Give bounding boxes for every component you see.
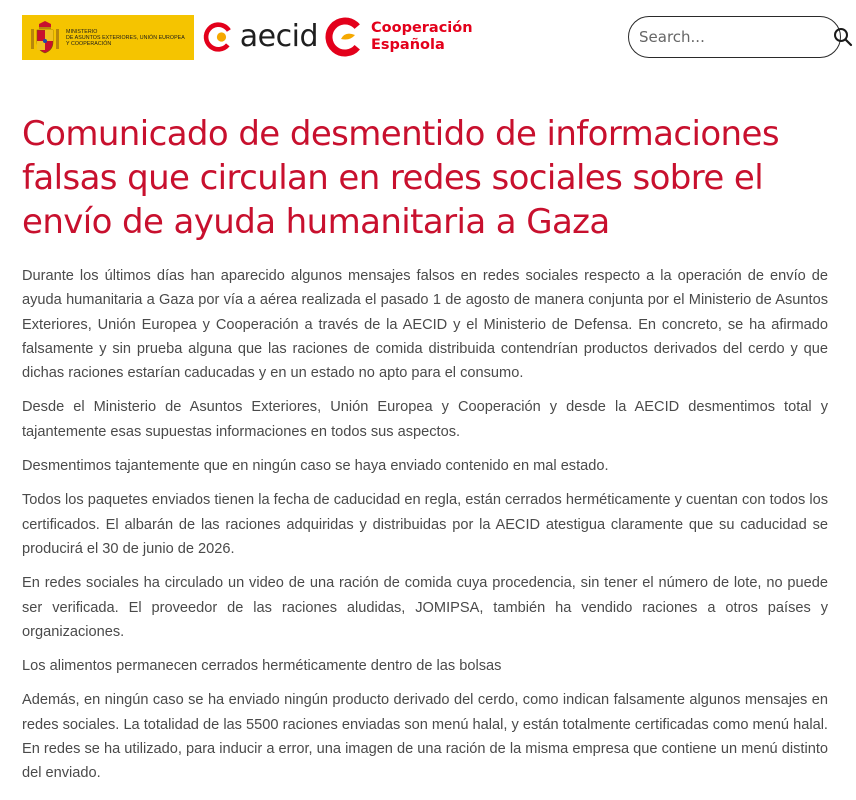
paragraph-2: Desde el Ministerio de Asuntos Exteriores, Unión Europea y Cooperación y desde la AECID desmentimos total y tajantemente esas supuestas informaciones en todos sus aspectos. bbox=[22, 399, 828, 440]
search-button[interactable] bbox=[833, 25, 853, 49]
ministerio-logo[interactable] bbox=[22, 15, 194, 60]
ministerio-name bbox=[66, 29, 191, 47]
paragraph-1: Durante los últimos días han aparecido algunos mensajes falsos en redes sociales respecto a la operación de envío de ayuda humanitaria a Gaza por vía a aérea realizada el pasado 1 de agosto de manera conjunta por el Ministerio de Asuntos Exteriores, Unión Europea y Cooperación a través de la AECID y el Ministerio de Defensa. En concreto, se ha afirmado falsamente y sin prueba alguna que las raciones de comida distribuida contendrían productos derivados del cerdo y que dichas raciones estarían caducadas y en un estado no apto para el consumo. bbox=[22, 268, 828, 382]
cooperacion-wordmark bbox=[371, 20, 473, 54]
aecid-mark-icon bbox=[203, 17, 234, 57]
search-box bbox=[628, 16, 841, 58]
aecid-logo[interactable] bbox=[203, 14, 318, 60]
search-input[interactable] bbox=[639, 22, 833, 52]
coat-of-arms-icon bbox=[30, 20, 60, 56]
ministerio-line-3: Y COOPERACIÓN bbox=[66, 40, 112, 47]
article bbox=[22, 112, 828, 796]
ministerio-line-1: MINISTERIO bbox=[66, 28, 98, 35]
paragraph-3: Desmentimos tajantemente que en ningún caso se haya enviado contenido en mal estado. bbox=[22, 458, 609, 475]
cooperacion-line-1: Cooperación bbox=[371, 20, 473, 36]
site-header bbox=[0, 0, 856, 80]
page-title: Comunicado de desmentido de informaciones falsas que circulan en redes sociales sobre el envío de ayuda humanitaria a Gaza bbox=[22, 114, 779, 242]
search-icon bbox=[833, 27, 853, 47]
cooperacion-espanola-logo[interactable] bbox=[325, 14, 475, 60]
article-body bbox=[22, 264, 828, 786]
cooperacion-mark-icon bbox=[325, 17, 365, 57]
aecid-wordmark: aecid bbox=[239, 19, 318, 54]
paragraph-5: En redes sociales ha circulado un video de una ración de comida cuya procedencia, sin tener el número de lote, no puede ser verificada. El proveedor de las raciones aludidas, JOMIPSA, también ha vendido raciones a otros países y organizaciones. bbox=[22, 575, 828, 640]
cooperacion-line-2: Española bbox=[371, 37, 445, 53]
paragraph-7: Además, en ningún caso se ha enviado ningún producto derivado del cerdo, como indican falsamente algunos mensajes en redes sociales. La totalidad de las 5500 raciones enviadas son menú halal, y están totalmente certificadas como menú halal. En redes se ha utilizado, para inducir a error, una imagen de una ración de la misma empresa que contiene un menú distinto del enviado. bbox=[22, 692, 828, 782]
paragraph-4: Todos los paquetes enviados tienen la fecha de caducidad en regla, están cerrados herméticamente y cuentan con todos los certificados. El albarán de las raciones adquiridas y distribuidas por la AECID atestigua claramente que su caducidad se producirá el 30 de junio de 2026. bbox=[22, 492, 828, 557]
paragraph-6: Los alimentos permanecen cerrados herméticamente dentro de las bolsas bbox=[22, 658, 502, 675]
ministerio-line-2: DE ASUNTOS EXTERIORES, UNIÓN EUROPEA bbox=[66, 34, 185, 41]
